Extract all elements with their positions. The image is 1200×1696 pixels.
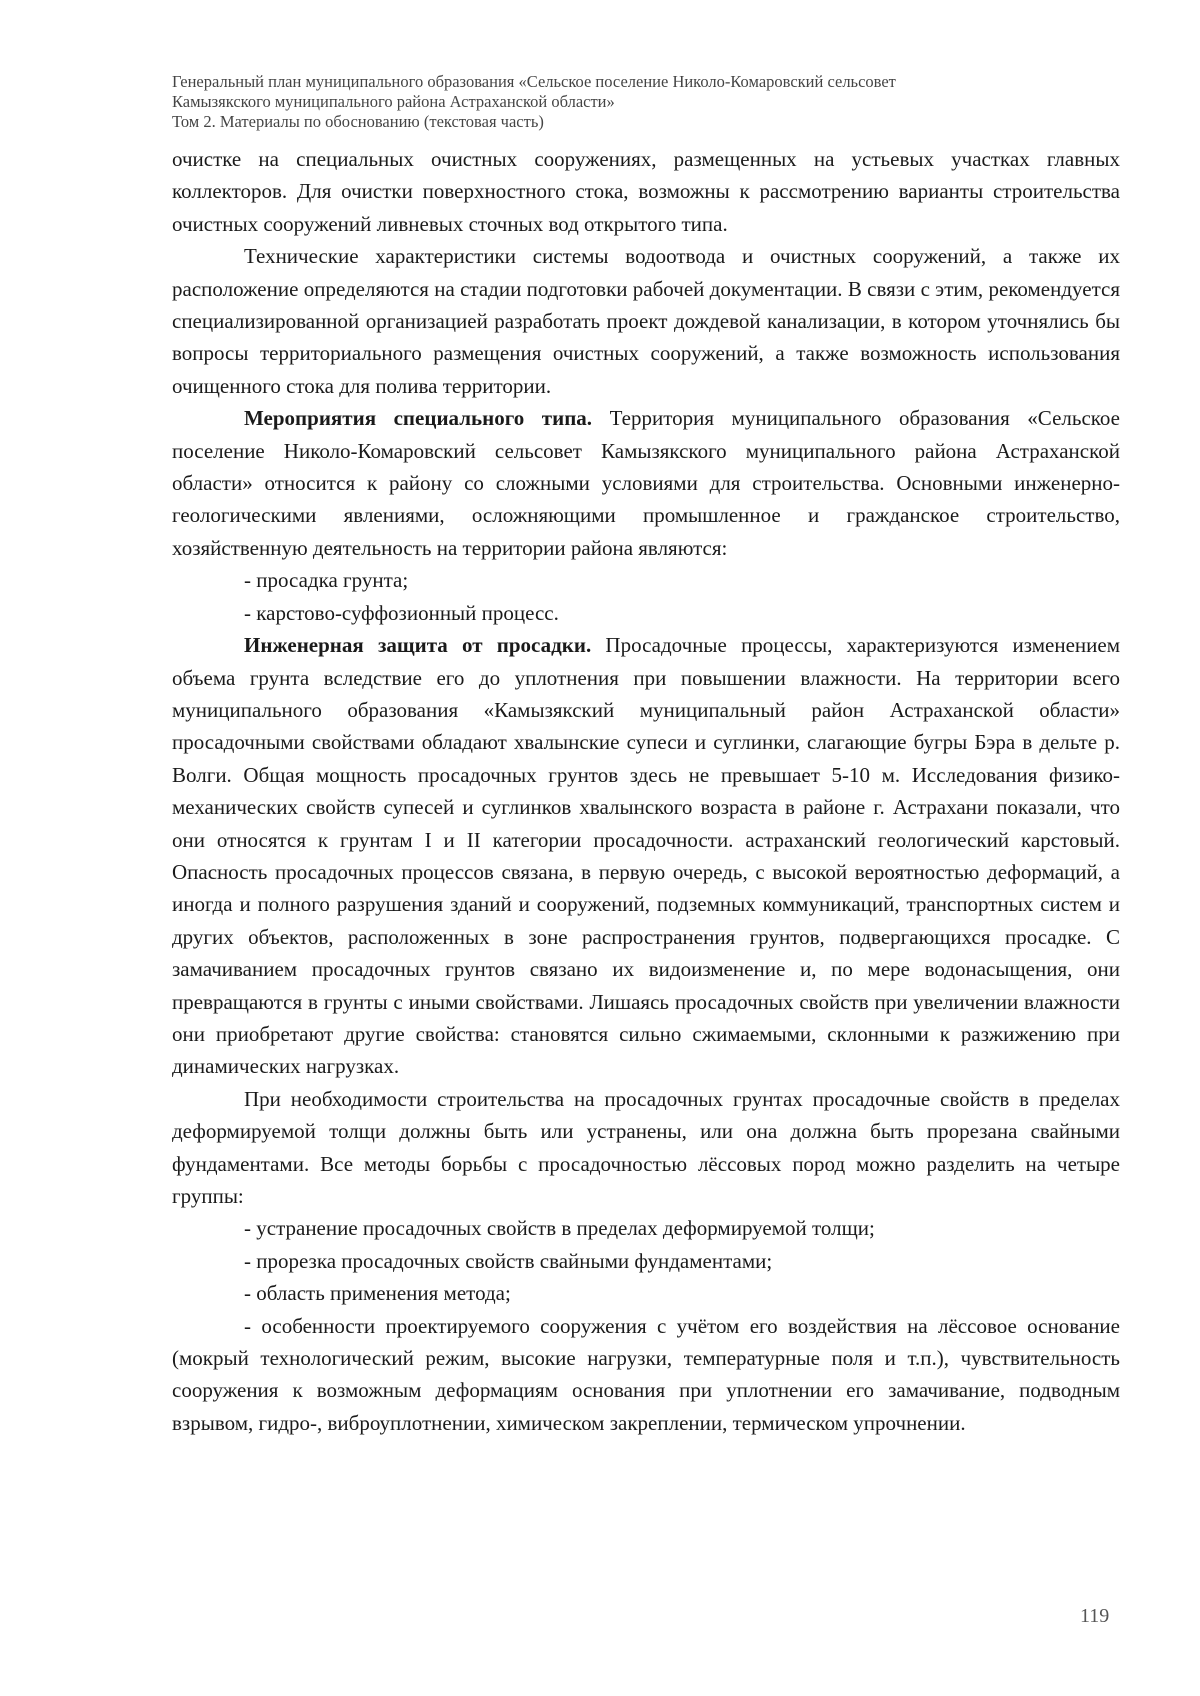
paragraph: - особенности проектируемого сооружения с учётом его воздействия на лёссовое основание (мокрый технологический режим, высокие нагрузки, температурные поля и т.п.), чувствительность сооружения к возможным деформациям основания при уплотнении его замачивание, подводным взрывом, гидро-, виброуплотнении, химическом закреплении, термическом упрочнении.	[172, 1313, 1120, 1435]
paragraph: Технические характеристики системы водоотвода и очистных сооружений, а также их расположение определяются на стадии подготовки рабочей документации. В связи с этим, рекомендуется специализированной организацией разработать проект дождевой канализации, в котором уточнялись бы вопросы территориального размещения очистных сооружений, а также возможность использования очищенного стока для полива территории.	[172, 244, 1120, 398]
running-header	[172, 72, 1120, 132]
list-item: - карстово-суффозионный процесс.	[244, 600, 559, 625]
list-item: - устранение просадочных свойств в пределах деформируемой толщи;	[244, 1216, 875, 1241]
paragraph	[172, 402, 1120, 564]
header-line-2: Камызякского муниципального района Астраханской области»	[172, 92, 615, 111]
paragraph-heading: Мероприятия специального типа.	[244, 406, 593, 431]
paragraph-text: Территория муниципального образования «Сельское поселение Николо-Комаровский сельсовет Камызякского муниципального района Астраханской области» относится к району со сложными условиями для строительства. Основными инженерно-геологическими явлениями, осложняющими промышленное и гражданское строительство, хозяйственную деятельность на территории района являются:	[172, 406, 1120, 560]
paragraph: очистке на специальных очистных сооружениях, размещенных на устьевых участках главных коллекторов. Для очистки поверхностного стока, возможны к рассмотрению варианты строительства очистных сооружений ливневых сточных вод открытого типа.	[172, 147, 1120, 236]
paragraph-text: Просадочные процессы, характеризуются изменением объема грунта вследствие его до уплотнения при повышении влажности. На территории всего муниципального образования «Камызякский муниципальный район Астраханской области» просадочными свойствами обладают хвалынские супеси и суглинки, слагающие бугры Бэра в дельте р. Волги. Общая мощность просадочных грунтов здесь не превышает 5-10 м. Исследования физико-механических свойств супесей и суглинков хвалынского возраста в районе г. Астрахани показали, что они относятся к грунтам I и II категории просадочности. астраханский геологический карстовый. Опасность просадочных процессов связана, в первую очередь, с высокой вероятностью деформаций, а иногда и полного разрушения зданий и сооружений, подземных коммуникаций, транспортных систем и других объектов, расположенных в зоне распространения грунтов, подвергающихся просадке. С замачиванием просадочных грунтов связано их видоизменение и, по мере водонасыщения, они превращаются в грунты с иными свойствами. Лишаясь просадочных свойств при увеличении влажности они приобретают другие свойства: становятся сильно сжимаемыми, склонными к разжижению при динамических нагрузках.	[172, 633, 1121, 1079]
list-item: - просадка грунта;	[244, 568, 409, 593]
page-number: 119	[1080, 1605, 1110, 1627]
header-line-3: Том 2. Материалы по обоснованию (текстовая часть)	[172, 112, 544, 131]
paragraph-heading: Инженерная защита от просадки.	[244, 633, 592, 658]
document-body	[172, 143, 1120, 1439]
paragraph	[172, 629, 1120, 1083]
list-item: - прорезка просадочных свойств свайными фундаментами;	[244, 1248, 773, 1273]
list-item: - область применения метода;	[244, 1281, 511, 1306]
header-line-1: Генеральный план муниципального образования «Сельское поселение Николо-Комаровский сельсовет	[172, 72, 896, 91]
paragraph: При необходимости строительства на просадочных грунтах просадочные свойств в пределах деформируемой толщи должны быть или устранены, или она должна быть прорезана свайными фундаментами. Все методы борьбы с просадочностью лёссовых пород можно разделить на четыре группы:	[172, 1086, 1120, 1208]
